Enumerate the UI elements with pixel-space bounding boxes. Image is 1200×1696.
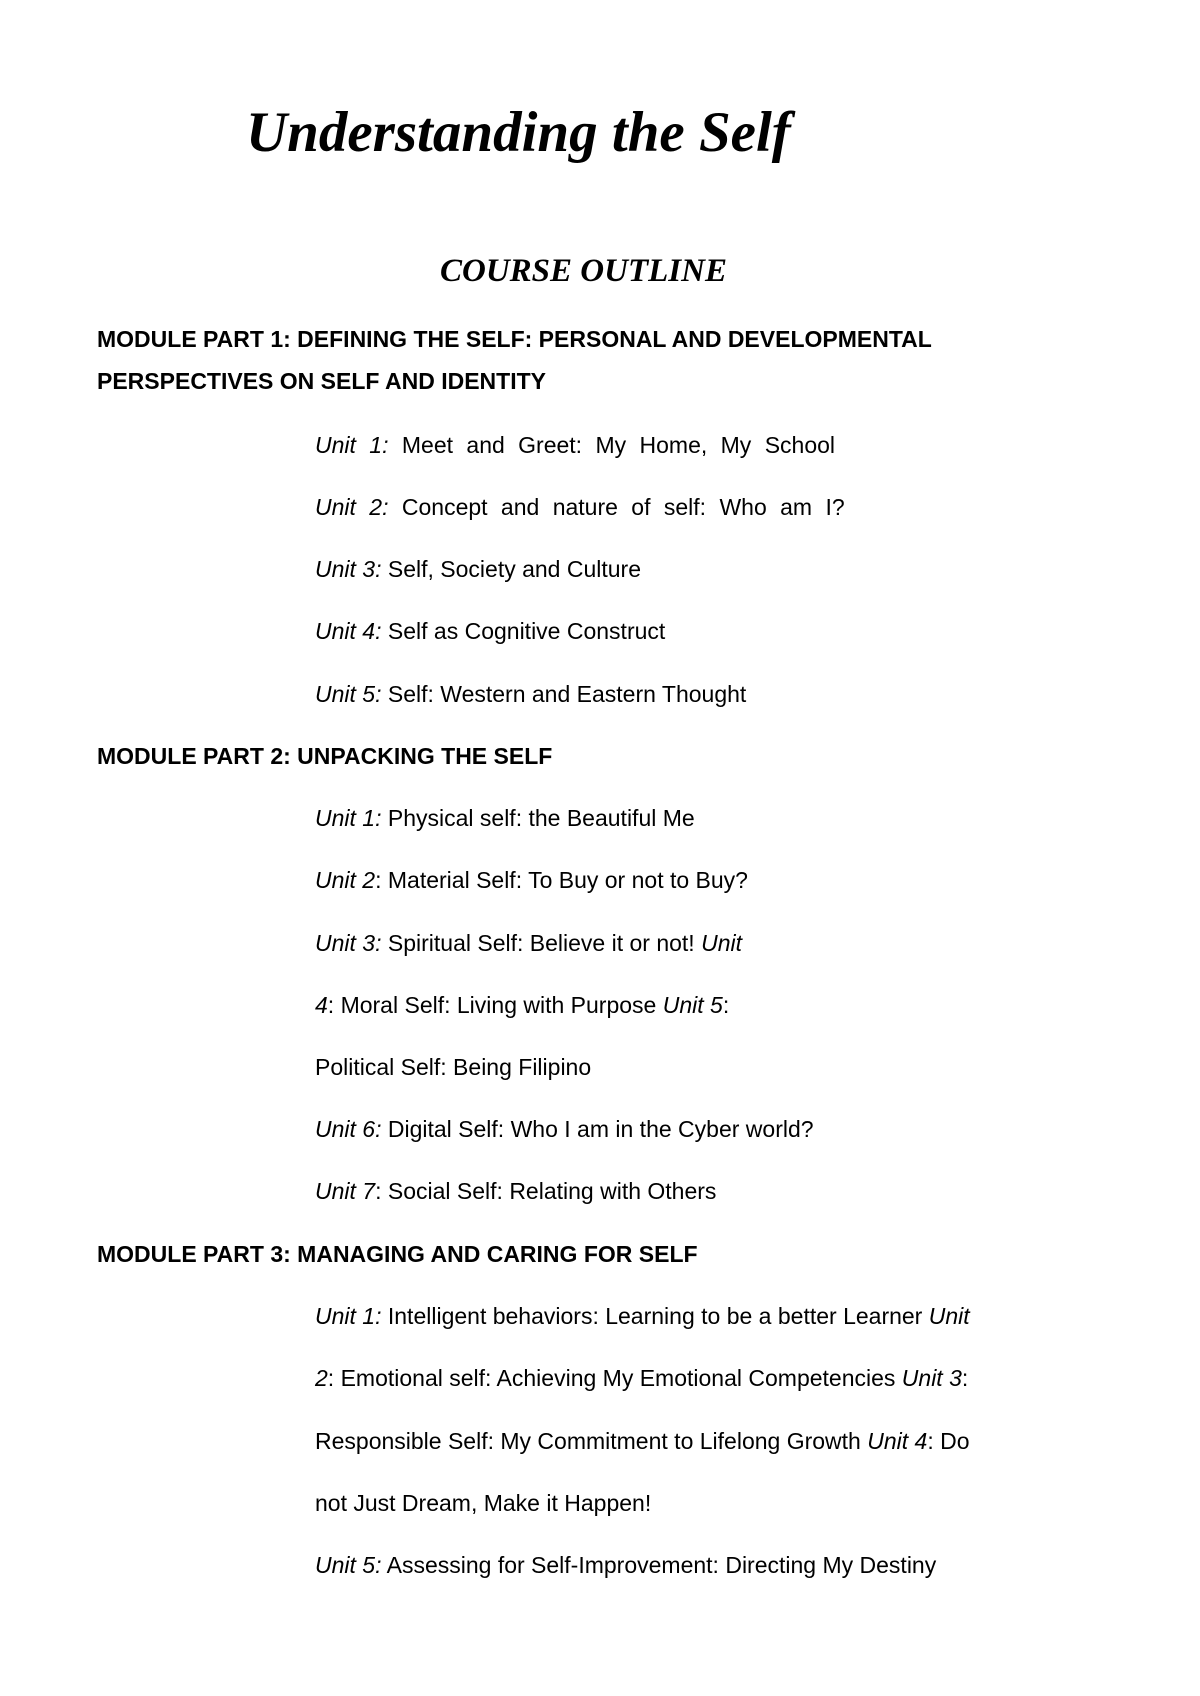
unit-text: Physical self: the Beautiful Me bbox=[381, 805, 695, 831]
unit-label: 2 bbox=[315, 1365, 328, 1391]
unit-text: Self as Cognitive Construct bbox=[381, 618, 666, 644]
unit-label: Unit 6: bbox=[315, 1116, 382, 1142]
module-1-unit-5 bbox=[315, 680, 746, 708]
unit-label-continued: Unit bbox=[701, 930, 742, 956]
unit-text: : Material Self: To Buy or not to Buy? bbox=[375, 867, 748, 893]
unit-label-continued: Unit bbox=[928, 1303, 970, 1329]
unit-text: Political Self: Being Filipino bbox=[315, 1054, 592, 1080]
module-2-line-2 bbox=[315, 866, 748, 894]
unit-text: : Emotional self: Achieving My Emotional Competencies bbox=[327, 1365, 902, 1391]
module-3-line-1 bbox=[315, 1302, 970, 1330]
module-2-line-5 bbox=[315, 1053, 591, 1081]
unit-text: : Social Self: Relating with Others bbox=[375, 1178, 717, 1204]
unit-text: Responsible Self: My Commitment to Lifelong Growth bbox=[315, 1428, 868, 1454]
module-1-heading-line-2: PERSPECTIVES ON SELF AND IDENTITY bbox=[97, 368, 546, 394]
unit-label-next: Unit 3 bbox=[901, 1365, 962, 1391]
unit-label: Unit 4: bbox=[315, 618, 382, 644]
unit-text: Assessing for Self-Improvement: Directing My Destiny bbox=[381, 1552, 937, 1578]
unit-label: Unit 3: bbox=[315, 930, 382, 956]
module-1-unit-3 bbox=[315, 555, 641, 583]
unit-label: Unit 7 bbox=[315, 1178, 376, 1204]
unit-text: Intelligent behaviors: Learning to be a better Learner bbox=[381, 1303, 929, 1329]
unit-label: Unit 5: bbox=[315, 681, 382, 707]
unit-label: Unit 3: bbox=[315, 556, 382, 582]
unit-text-continued: : Do bbox=[927, 1428, 970, 1454]
unit-text: Concept and nature of self: Who am I? bbox=[388, 494, 845, 520]
unit-label: 4 bbox=[315, 992, 328, 1018]
unit-text: Self: Western and Eastern Thought bbox=[381, 681, 747, 707]
module-3-line-2 bbox=[315, 1364, 968, 1392]
unit-text: Self, Society and Culture bbox=[381, 556, 642, 582]
unit-label: Unit 1: bbox=[315, 805, 382, 831]
module-2-heading: MODULE PART 2: UNPACKING THE SELF bbox=[97, 743, 553, 769]
module-3-line-4 bbox=[315, 1489, 651, 1517]
unit-text-colon: : bbox=[722, 992, 730, 1018]
unit-label-next: Unit 4 bbox=[867, 1428, 928, 1454]
unit-label-next: Unit 5 bbox=[662, 992, 723, 1018]
module-3-heading: MODULE PART 3: MANAGING AND CARING FOR SELF bbox=[97, 1241, 698, 1267]
module-1-unit-4 bbox=[315, 617, 665, 645]
unit-text: Meet and Greet: My Home, My School bbox=[388, 432, 836, 458]
module-1-heading-line-1: MODULE PART 1: DEFINING THE SELF: PERSONAL AND DEVELOPMENTAL bbox=[97, 326, 932, 352]
module-2-line-6 bbox=[315, 1115, 814, 1143]
document-title: Understanding the Self bbox=[246, 101, 791, 164]
unit-label: Unit 5: bbox=[315, 1552, 382, 1578]
module-2-line-7 bbox=[315, 1177, 716, 1205]
module-1-unit-2 bbox=[315, 493, 845, 521]
unit-text: Spiritual Self: Believe it or not! bbox=[381, 930, 702, 956]
unit-text-colon: : bbox=[961, 1365, 969, 1391]
unit-label: Unit 1: bbox=[315, 1303, 382, 1329]
unit-label: Unit 1: bbox=[315, 432, 389, 458]
unit-text: Digital Self: Who I am in the Cyber world? bbox=[381, 1116, 814, 1142]
module-3-line-3 bbox=[315, 1427, 970, 1455]
unit-label: Unit 2: bbox=[315, 494, 389, 520]
unit-text: : Moral Self: Living with Purpose bbox=[327, 992, 663, 1018]
unit-label: Unit 2 bbox=[315, 867, 376, 893]
unit-text: not Just Dream, Make it Happen! bbox=[315, 1490, 652, 1516]
module-2-line-4 bbox=[315, 991, 729, 1019]
module-1-unit-1 bbox=[315, 431, 835, 459]
module-2-line-3 bbox=[315, 929, 742, 957]
course-outline-heading: COURSE OUTLINE bbox=[440, 253, 727, 289]
module-3-line-5 bbox=[315, 1551, 936, 1579]
module-2-line-1 bbox=[315, 804, 695, 832]
